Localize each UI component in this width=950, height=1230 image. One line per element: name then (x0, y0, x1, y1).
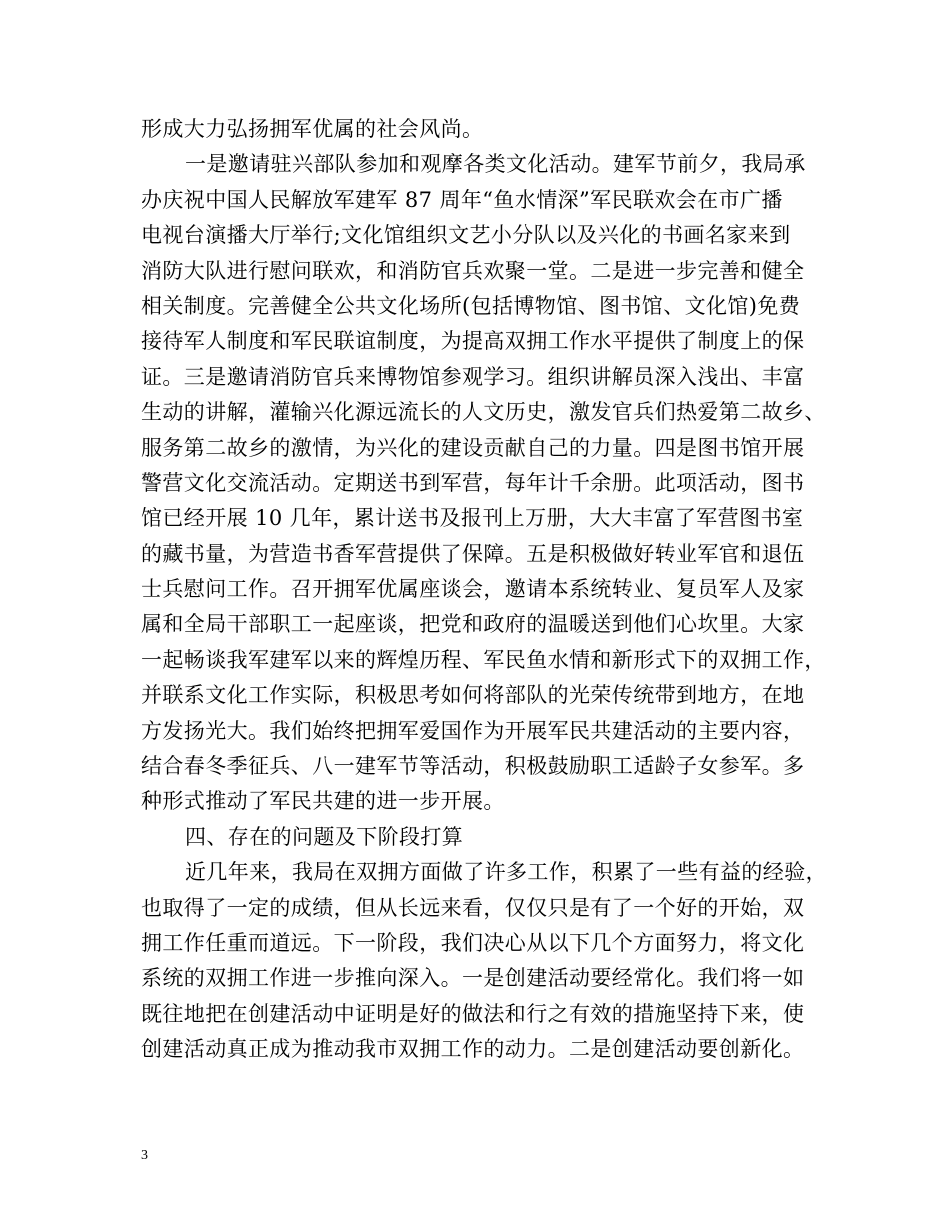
text-line: 既往地把在创建活动中证明是好的做法和行之有效的措施坚持下来，使 (141, 1001, 805, 1026)
text-line: 也取得了一定的成绩，但从长远来看，仅仅只是有了一个好的开始，双 (141, 895, 805, 920)
text-line: 系统的双拥工作进一步推向深入。一是创建活动要经常化。我们将一如 (141, 966, 805, 991)
text-line: 接待军人制度和军民联谊制度，为提高双拥工作水平提供了制度上的保 (141, 329, 805, 354)
text-line: 拥工作任重而道远。下一阶段，我们决心从以下几个方面努力，将文化 (141, 930, 805, 955)
body-text (141, 112, 831, 1068)
page-number: 3 (141, 1148, 148, 1163)
text-line: 电视台演播大厅举行;文化馆组织文艺小分队以及兴化的书画名家来到 (141, 223, 791, 248)
text-line: 种形式推动了军民共建的进一步开展。 (141, 789, 505, 814)
text-line: 并联系文化工作实际，积极思考如何将部队的光荣传统带到地方，在地 (141, 683, 805, 708)
text-line: 方发扬光大。我们始终把拥军爱国作为开展军民共建活动的主要内容， (141, 718, 805, 743)
text-line: 相关制度。完善健全公共文化场所(包括博物馆、图书馆、文化馆)免费 (141, 293, 801, 318)
text-line: 办庆祝中国人民解放军建军 87 周年“鱼水情深”军民联欢会在市广播 (141, 187, 783, 212)
text-line: 创建活动真正成为推动我市双拥工作的动力。二是创建活动要创新化。 (141, 1037, 805, 1062)
text-line: 属和全局干部职工一起座谈，把党和政府的温暖送到他们心坎里。大家 (141, 612, 805, 637)
text-line: 警营文化交流活动。定期送书到军营，每年计千余册。此项活动，图书 (141, 470, 805, 495)
text-line: 士兵慰问工作。召开拥军优属座谈会，邀请本系统转业、复员军人及家 (141, 577, 805, 602)
text-line: 的藏书量，为营造书香军营提供了保障。五是积极做好转业军官和退伍 (141, 541, 805, 566)
text-line: 消防大队进行慰问联欢，和消防官兵欢聚一堂。二是进一步完善和健全 (141, 258, 805, 283)
text-line: 服务第二故乡的激情，为兴化的建设贡献自己的力量。四是图书馆开展 (141, 435, 805, 460)
text-line: 证。三是邀请消防官兵来博物馆参观学习。组织讲解员深入浅出、丰富 (141, 364, 805, 389)
paragraph-start-line: 近几年来，我局在双拥方面做了许多工作，积累了一些有益的经验， (185, 860, 827, 885)
text-line: 馆已经开展 10 几年，累计送书及报刊上万册，大大丰富了军营图书室 (141, 506, 804, 531)
text-line: 一起畅谈我军建军以来的辉煌历程、军民鱼水情和新形式下的双拥工作， (141, 647, 826, 672)
paragraph-start-line: 一是邀请驻兴部队参加和观摩各类文化活动。建军节前夕，我局承 (185, 152, 806, 177)
text-line: 生动的讲解，灌输兴化源远流长的人文历史，激发官兵们热爱第二故乡、 (141, 400, 826, 425)
text-line: 结合春冬季征兵、八一建军节等活动，积极鼓励职工适龄子女参军。多 (141, 754, 805, 779)
section-heading: 四、存在的问题及下阶段打算 (185, 824, 464, 849)
text-line: 形成大力弘扬拥军优属的社会风尚。 (141, 117, 484, 141)
